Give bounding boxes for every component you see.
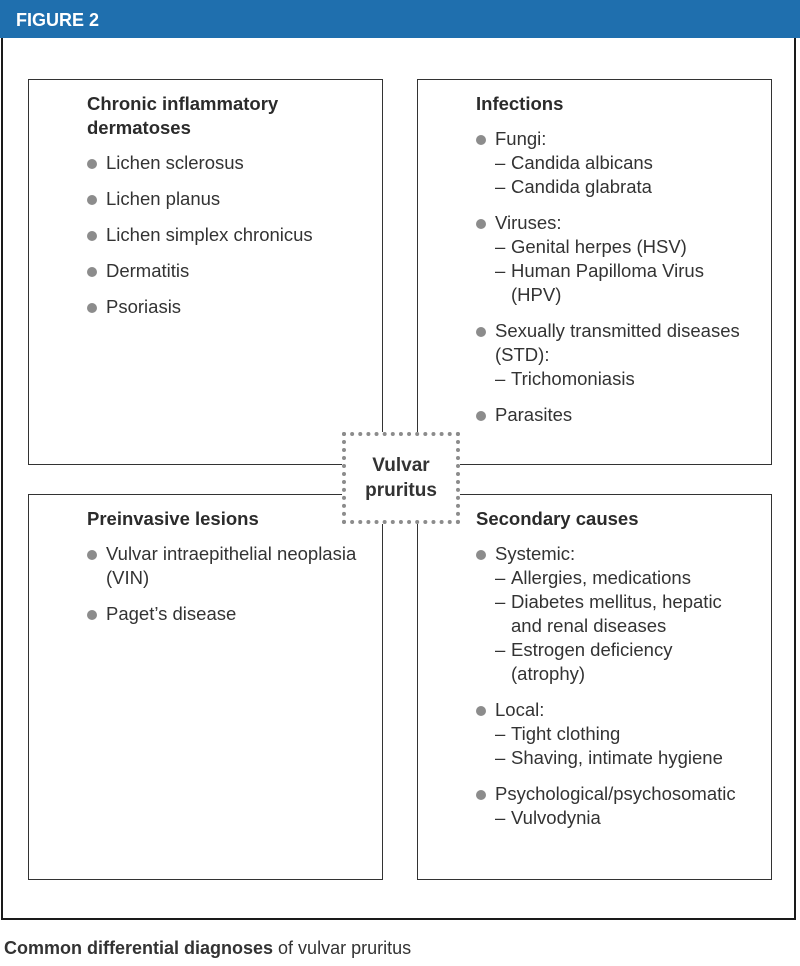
list-item-viruses bbox=[476, 211, 771, 307]
item-label: Viruses: bbox=[495, 212, 562, 233]
list-item bbox=[87, 295, 382, 319]
item-text: Dermatitis bbox=[106, 260, 190, 281]
figure-label: FIGURE 2 bbox=[16, 10, 100, 30]
sub-text: Genital herpes (HSV) bbox=[511, 236, 687, 257]
center-node bbox=[342, 432, 460, 524]
sub-item: – Candida albicans bbox=[495, 152, 653, 173]
list-item-fungi bbox=[476, 127, 771, 199]
box-chronic-dermatoses bbox=[28, 79, 383, 465]
secondary-list bbox=[476, 542, 771, 830]
sub-text: Tight clothing bbox=[511, 723, 621, 744]
caption-rest: of vulvar pruritus bbox=[273, 938, 412, 958]
item-label: Sexually transmitted diseases bbox=[495, 320, 740, 341]
item-label: Psychological/psychosomatic bbox=[495, 783, 736, 804]
sub-item: – Estrogen deficiency (atrophy) bbox=[495, 639, 673, 684]
list-item-systemic bbox=[476, 542, 771, 686]
box-title-preinvasive: Preinvasive lesions bbox=[87, 508, 259, 529]
sub-text: Human Papilloma Virus bbox=[511, 260, 704, 281]
list-item bbox=[87, 259, 382, 283]
infections-list bbox=[476, 127, 771, 427]
item-text: Lichen planus bbox=[106, 188, 221, 209]
figure-header bbox=[0, 0, 800, 38]
list-item-parasites bbox=[476, 403, 771, 427]
list-item-local bbox=[476, 698, 771, 770]
sub-text: Allergies, medications bbox=[511, 567, 691, 588]
preinvasive-list bbox=[87, 542, 382, 626]
sub-text: Candida albicans bbox=[511, 152, 653, 173]
title-line: dermatoses bbox=[87, 117, 191, 138]
list-item bbox=[87, 151, 382, 175]
sub-item: – Diabetes mellitus, hepatic and renal diseases bbox=[495, 591, 722, 636]
box-infections bbox=[417, 79, 772, 465]
sub-text: (atrophy) bbox=[511, 663, 586, 684]
list-item bbox=[87, 223, 382, 247]
sub-item: – Shaving, intimate hygiene bbox=[495, 747, 723, 768]
center-label: Vulvar bbox=[372, 455, 430, 476]
sub-text: Candida glabrata bbox=[511, 176, 652, 197]
item-label: Fungi: bbox=[495, 128, 547, 149]
list-item bbox=[87, 187, 382, 211]
caption-bold: Common differential diagnoses bbox=[4, 938, 274, 958]
sub-item: – Human Papilloma Virus (HPV) bbox=[495, 260, 704, 305]
sub-item: – Tight clothing bbox=[495, 723, 621, 744]
box-secondary-causes bbox=[417, 494, 772, 880]
item-label: Paget’s disease bbox=[106, 603, 237, 624]
sub-text: Estrogen deficiency bbox=[511, 639, 673, 660]
sub-item: – Candida glabrata bbox=[495, 176, 652, 197]
figure-caption bbox=[4, 938, 411, 959]
item-label: Vulvar intraepithelial neoplasia bbox=[106, 543, 357, 564]
item-text: Psoriasis bbox=[106, 296, 182, 317]
item-label: (STD): bbox=[495, 344, 550, 365]
list-item-vin bbox=[87, 542, 382, 590]
list-item-std bbox=[476, 319, 771, 391]
center-label: pruritus bbox=[365, 480, 437, 501]
item-label: (VIN) bbox=[106, 567, 150, 588]
chronic-list bbox=[87, 151, 382, 319]
sub-text: (HPV) bbox=[511, 284, 562, 305]
sub-item: – Trichomoniasis bbox=[495, 368, 635, 389]
item-text: Lichen sclerosus bbox=[106, 152, 244, 173]
item-text: Lichen simplex chronicus bbox=[106, 224, 313, 245]
item-label: Parasites bbox=[495, 404, 573, 425]
box-title-secondary: Secondary causes bbox=[476, 508, 639, 529]
item-label: Systemic: bbox=[495, 543, 576, 564]
list-item-psych bbox=[476, 782, 771, 830]
sub-item: – Vulvodynia bbox=[495, 807, 601, 828]
sub-text: and renal diseases bbox=[511, 615, 667, 636]
box-title-chronic bbox=[87, 92, 382, 140]
item-label: Local: bbox=[495, 699, 545, 720]
box-title-infections: Infections bbox=[476, 93, 564, 114]
title-line: Chronic inflammatory bbox=[87, 93, 279, 114]
box-preinvasive-lesions bbox=[28, 494, 383, 880]
sub-item: – Genital herpes (HSV) bbox=[495, 236, 687, 257]
sub-text: Shaving, intimate hygiene bbox=[511, 747, 723, 768]
sub-text: Trichomoniasis bbox=[511, 368, 635, 389]
sub-text: Diabetes mellitus, hepatic bbox=[511, 591, 722, 612]
sub-text: Vulvodynia bbox=[511, 807, 601, 828]
list-item-paget bbox=[87, 602, 382, 626]
sub-item: – Allergies, medications bbox=[495, 567, 691, 588]
